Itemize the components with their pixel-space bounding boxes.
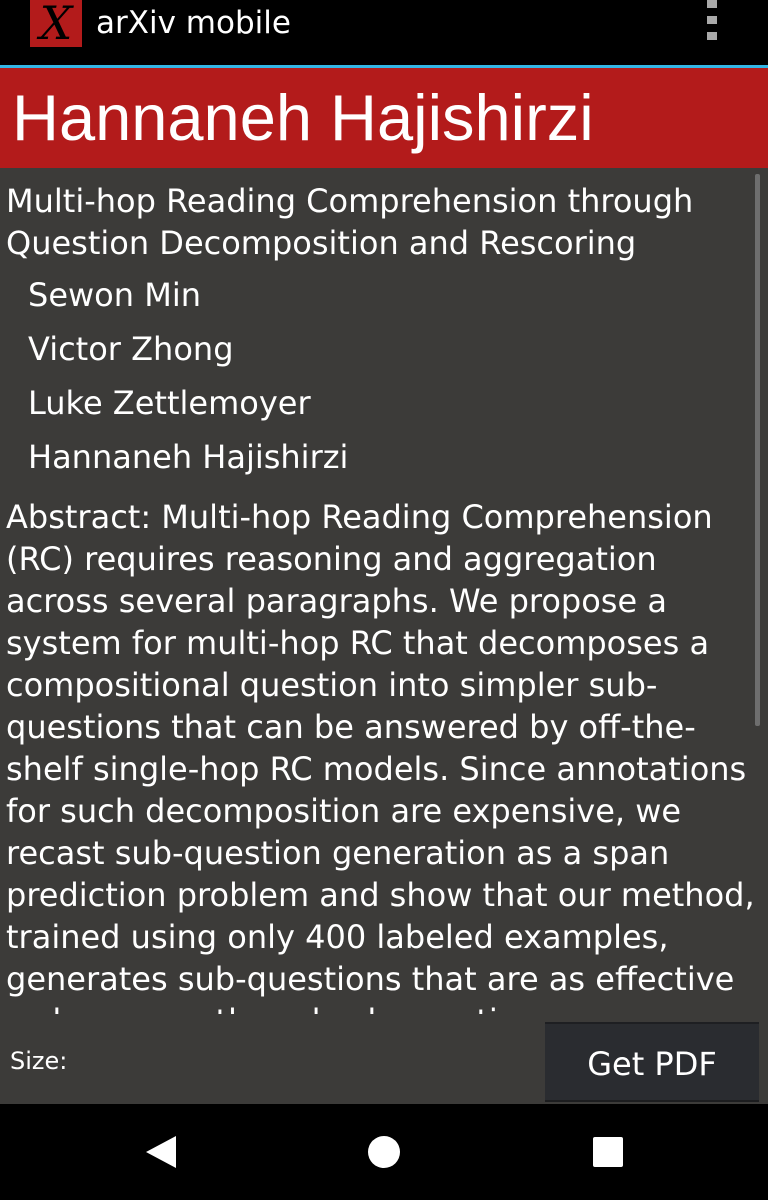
- author-link[interactable]: Luke Zettlemoyer: [28, 384, 311, 422]
- overflow-menu-icon[interactable]: [700, 0, 724, 42]
- paper-detail-scroll[interactable]: [0, 168, 768, 1014]
- arxiv-logo-icon[interactable]: X: [30, 0, 82, 47]
- back-button[interactable]: [110, 1104, 210, 1200]
- paper-abstract: Abstract: Multi-hop Reading Comprehension (RC) requires reasoning and aggregation across several paragraphs. We propose a system for multi-hop RC that decomposes a compositional question into simpler sub-questions that can be answered by off-the-shelf single-hop RC models. Since annotations for such decomposition are expensive, we recast sub-question generation as a span prediction problem and show that our method, trained using only 400 labeled examples, generates sub-questions that are as effective: [6, 498, 755, 998]
- recents-icon: [558, 1104, 658, 1200]
- system-nav-bar: [0, 1104, 768, 1200]
- author-link[interactable]: Sewon Min: [28, 276, 201, 314]
- size-label: Size:: [10, 1047, 68, 1075]
- app-title: arXiv mobile: [96, 5, 291, 41]
- action-bar: [0, 0, 768, 65]
- home-icon: [334, 1104, 434, 1200]
- overflow-dot: [707, 0, 717, 8]
- author-link[interactable]: Hannaneh Hajishirzi: [28, 438, 349, 476]
- scrollbar[interactable]: [755, 174, 760, 726]
- get-pdf-button[interactable]: Get PDF: [545, 1022, 759, 1102]
- recents-button[interactable]: [558, 1104, 658, 1200]
- author-link[interactable]: Victor Zhong: [28, 330, 234, 368]
- page-title: Hannaneh Hajishirzi: [12, 81, 594, 154]
- author-header: [0, 68, 768, 168]
- paper-title: Multi-hop Reading Comprehension through Question Decomposition and Rescoring: [6, 182, 694, 262]
- overflow-dot: [707, 16, 717, 24]
- overflow-dot: [707, 32, 717, 40]
- bottom-bar: [0, 1014, 768, 1104]
- home-button[interactable]: [334, 1104, 434, 1200]
- back-icon: [110, 1104, 210, 1200]
